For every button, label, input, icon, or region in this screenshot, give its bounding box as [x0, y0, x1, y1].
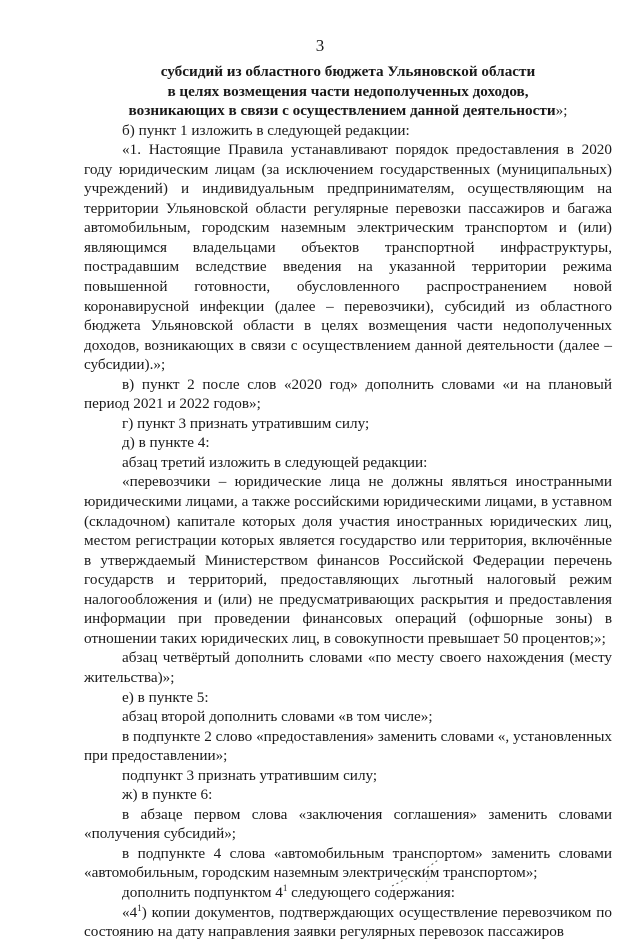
paragraph: е) в пункте 5:: [122, 688, 209, 706]
paragraph: «1. Настоящие Правила устанавливают порядок предоставления в 2020 году юридическим лицам (за исключением государственных (муниципальных) учреждений) и индивидуальным предпринимателям, осуществляющим на территории Ульяновской области регулярные перевозки пассажиров и багажа автомобильным, городским наземным электрическим транспортом и (или) являющимся владельцами объектов транспортной инфраструктуры, пострадавшим вследствие введения на указанной территории режима повышенной готовности, обусловленного распространением новой коронавирусной инфекции (далее – перевозчики), субсидий из областного бюджета Ульяновской области в целях возмещения части недополученных доходов, возникающих в связи с осуществлением данной деятельности (далее – субсидии).»;: [84, 141, 612, 374]
paragraph: подпункт 3 признать утратившим силу;: [122, 766, 378, 784]
p17-after: ) копии документов, подтверждающих осуществление перевозчиком по состоянию на дату направления заявки регулярных перевозок пассажиров: [84, 903, 612, 941]
paragraph: абзац четвёртый дополнить словами «по месту своего нахождения (месту жительства)»;: [84, 649, 612, 686]
paragraph: в подпункте 2 слово «предоставления» заменить словами «, установленных при предоставлении»;: [84, 727, 612, 765]
p16-sup: 1: [282, 882, 288, 893]
paragraph: д) в пункте 4:: [122, 434, 210, 452]
document-body: [84, 62, 612, 942]
paragraph: в абзаце первом слова «заключения соглашения» заменить словами «получения субсидий»;: [84, 805, 612, 843]
paragraph: г) пункт 3 признать утратившим силу;: [122, 414, 370, 432]
p16-before: дополнить подпунктом 4: [122, 883, 283, 901]
paragraph: [84, 903, 612, 942]
title-line-3: [84, 101, 612, 121]
title-line-2: в целях возмещения части недополученных доходов,: [167, 82, 529, 100]
p16-after: следующего содержания:: [287, 883, 455, 901]
page-number: 3: [315, 36, 325, 55]
paragraph: «перевозчики – юридические лица не должны являться иностранными юридическими лицами, а также российскими юридическими лицами, в уставном (складочном) капитале которых доля участия иностранных юридических лиц, местом регистрации которых является государство или территория, включённые в утверждаемый Министерством финансов Российской Федерации перечень государств и территорий, предоставляющих льготный налоговый режим налогообложения и (или) не предусматривающих раскрытия и предоставления информации при проведении финансовых операций (офшорные зоны) в отношении таких юридических лиц, в совокупности превышает 50 процентов;»;: [84, 473, 612, 647]
paragraph: в) пункт 2 после слов «2020 год» дополнить словами «и на плановый период 2021 и 2022 годов»;: [84, 375, 612, 413]
paragraph: в подпункте 4 слова «автомобильным транспортом» заменить словами «автомобильным, городским наземным электрическим транспортом»;: [84, 844, 612, 882]
title-tail: »;: [555, 102, 568, 120]
title-line-3-text: возникающих в связи с осуществлением данной деятельности: [128, 102, 556, 120]
pen-mark-icon: [386, 852, 446, 892]
paragraph: [84, 883, 612, 903]
paragraph: ж) в пункте 6:: [122, 786, 213, 804]
title-line-1: субсидий из областного бюджета Ульяновской области: [160, 63, 536, 80]
p17-sup: 1: [137, 902, 142, 913]
paragraph: абзац второй дополнить словами «в том числе»;: [122, 708, 433, 726]
paragraph: абзац третий изложить в следующей редакции:: [122, 453, 428, 471]
p17-before: «4: [122, 903, 138, 921]
paragraph: б) пункт 1 изложить в следующей редакции:: [122, 121, 410, 139]
